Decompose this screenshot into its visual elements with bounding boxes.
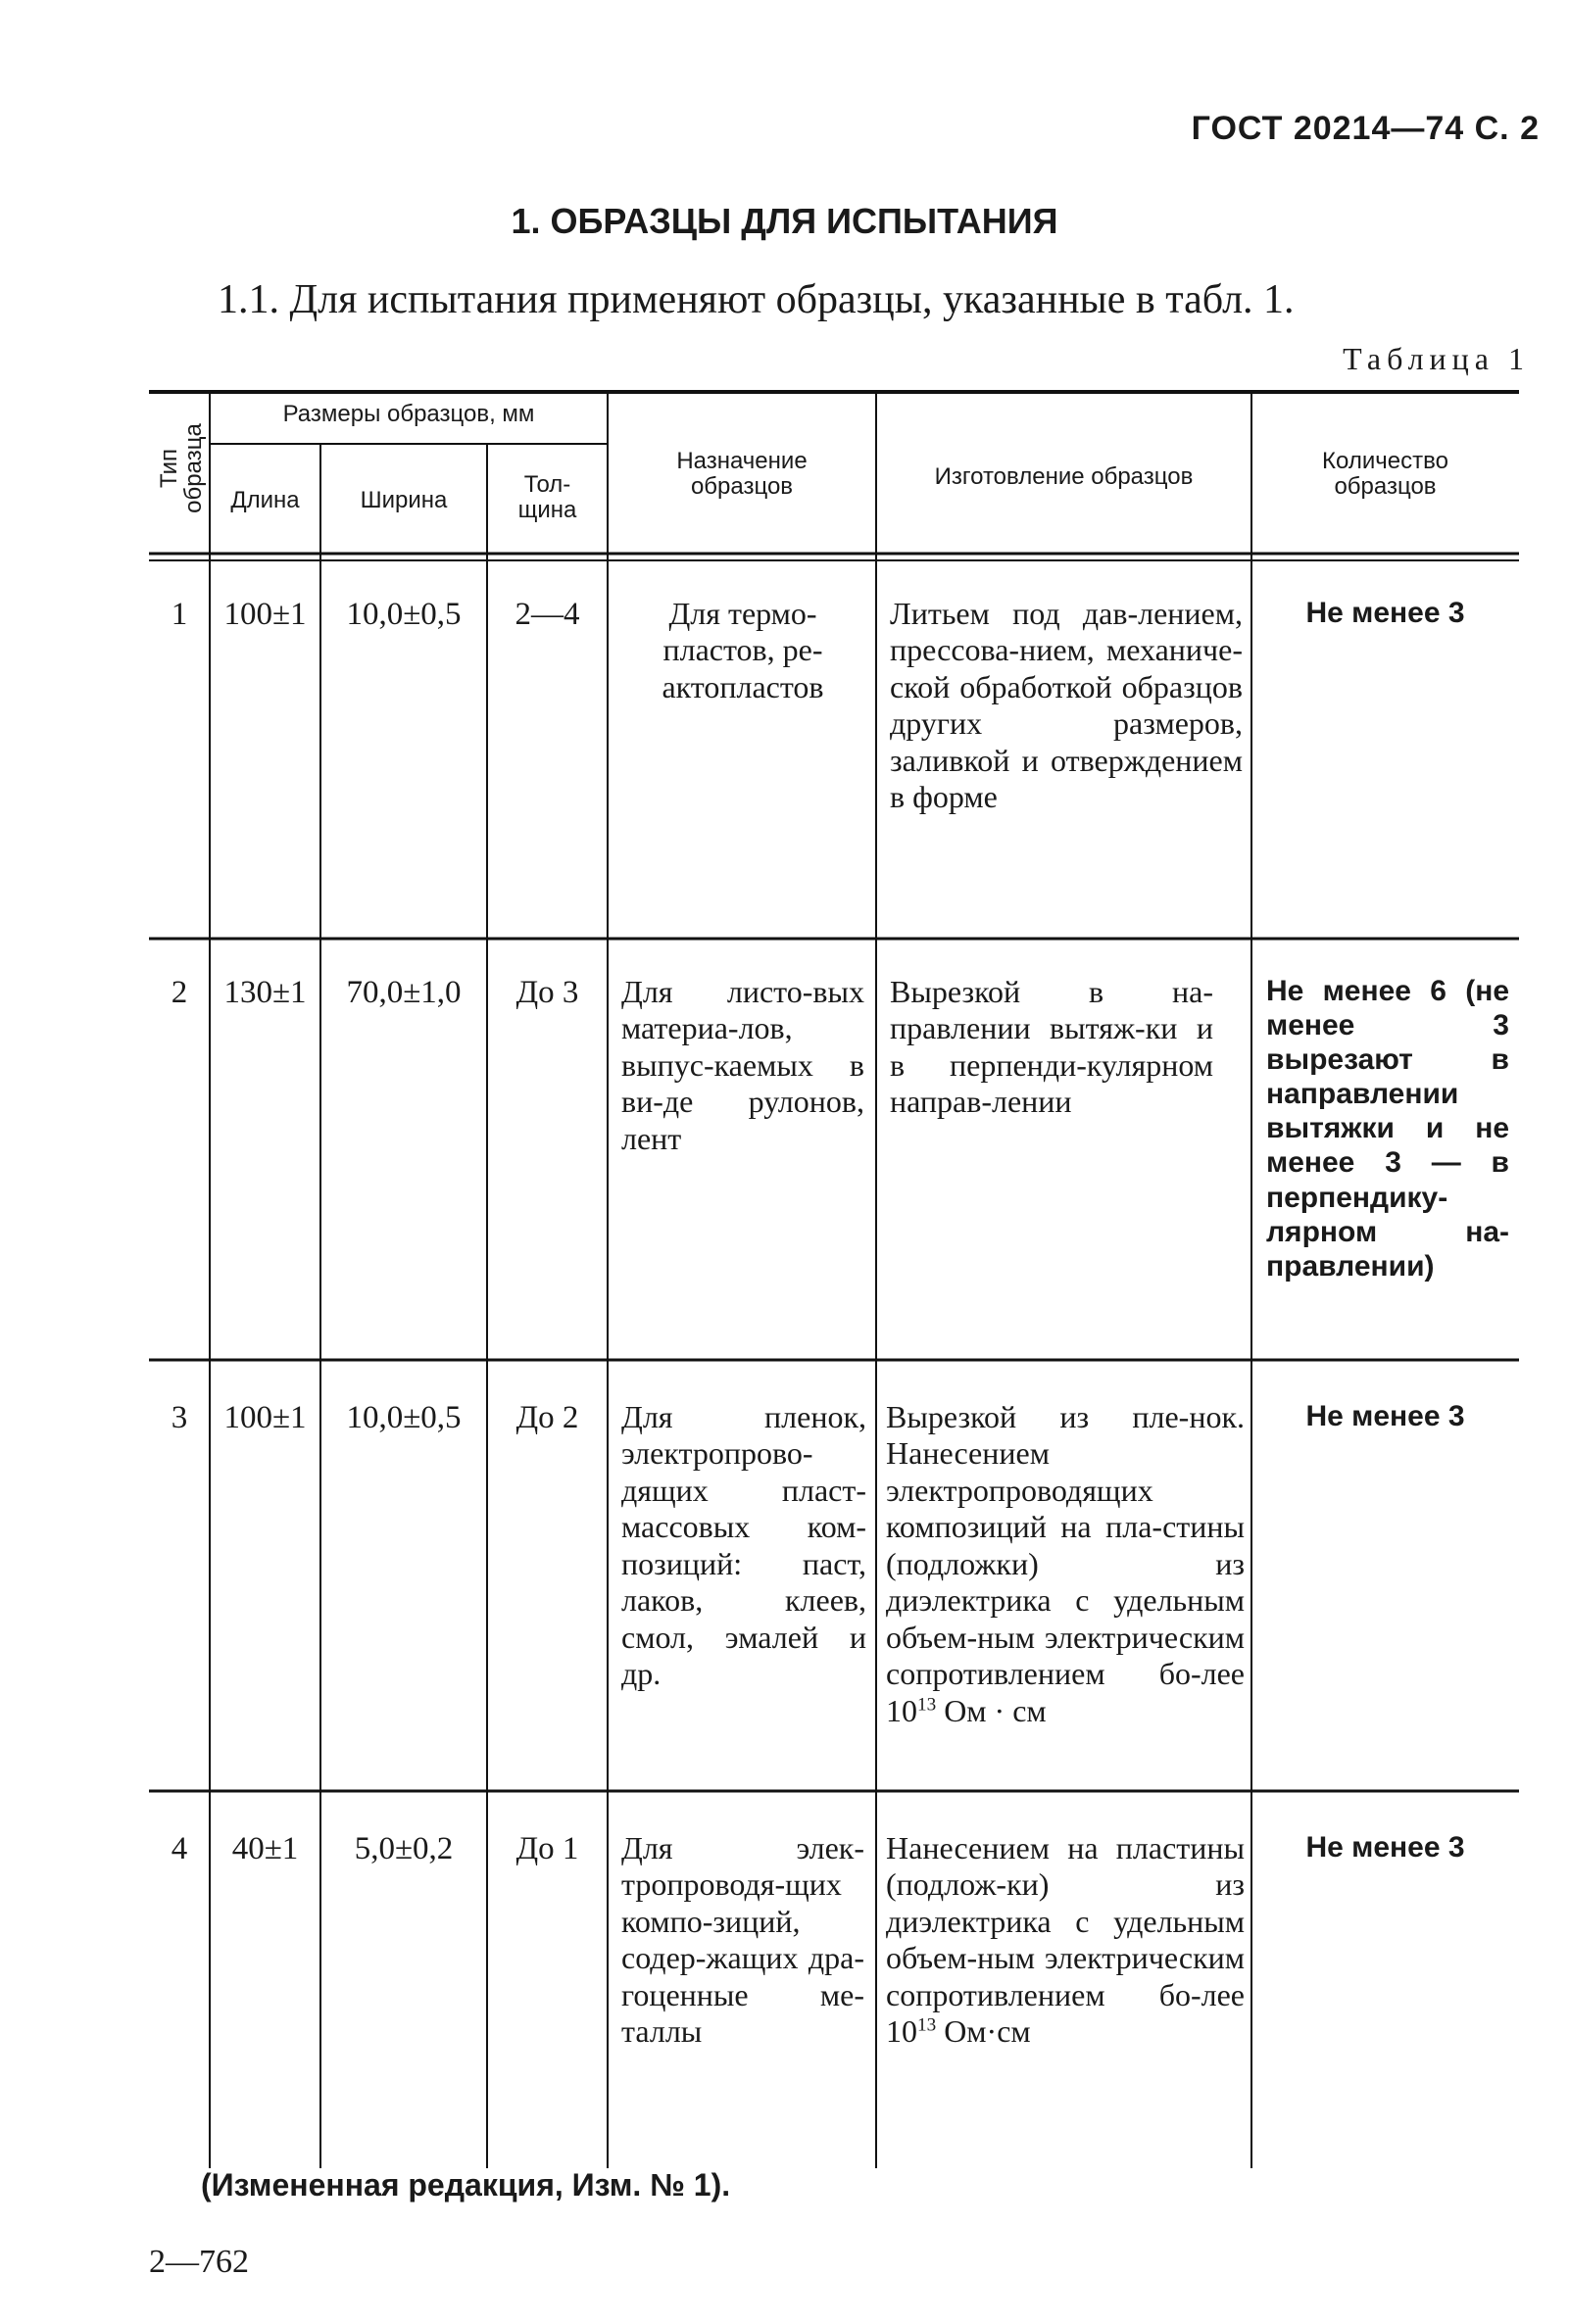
row1-purpose: Для термо- пластов, ре- актопластов xyxy=(662,596,824,704)
row3-quantity: Не менее 3 xyxy=(1305,1400,1465,1432)
row1-manufacture: Литьем под дав-лением, прессова-нием, механиче-ской обработкой образцов других размеров, заливкой и отверждением в форме xyxy=(890,596,1243,815)
row4-manufacture-text: Нанесением на пластины (подлож-ки) из диэлектрика с удельным объем-ным электрическим сопротивлением бо-лее xyxy=(886,1830,1245,2012)
row1-type: 1 xyxy=(171,597,188,632)
page-code: 2—762 xyxy=(149,2244,249,2280)
table-caption: Таблица 1 xyxy=(1343,341,1530,376)
row1-thickness: 2—4 xyxy=(515,597,580,632)
row4-thickness: До 1 xyxy=(515,1831,579,1866)
row4-length: 40±1 xyxy=(231,1831,299,1866)
row1-length: 100±1 xyxy=(223,597,307,632)
header-purpose: Назначение образцов xyxy=(676,448,808,501)
row4-type: 4 xyxy=(171,1831,188,1866)
row3-unit: Ом · см xyxy=(944,1692,1047,1728)
row3-manufacture xyxy=(886,1399,1245,1729)
intro-paragraph: 1.1. Для испытания применяют образцы, указанные в табл. 1. xyxy=(218,277,1295,322)
row3-width: 10,0±0,5 xyxy=(346,1400,462,1435)
row4-manufacture xyxy=(886,1830,1245,2051)
standard-header: ГОСТ 20214—74 С. 2 xyxy=(1191,110,1540,147)
row3-length: 100±1 xyxy=(223,1400,307,1435)
row2-manufacture: Вырезкой в на-правлении вытяж-ки и в перпенди-кулярном направ-лении xyxy=(890,974,1213,1120)
header-type: Тип образца xyxy=(156,423,208,513)
row2-thickness: До 3 xyxy=(515,975,579,1010)
row2-length: 130±1 xyxy=(223,975,307,1010)
row1-quantity: Не менее 3 xyxy=(1305,597,1465,629)
section-title: 1. ОБРАЗЦЫ ДЛЯ ИСПЫТАНИЯ xyxy=(511,201,1058,241)
row3-exponent-base: 10 xyxy=(886,1692,917,1728)
row2-width: 70,0±1,0 xyxy=(346,975,462,1010)
row1-width: 10,0±0,5 xyxy=(346,597,462,632)
header-width: Ширина xyxy=(360,487,448,513)
row4-unit: Ом·см xyxy=(944,2013,1031,2050)
header-dimensions: Размеры образцов, мм xyxy=(282,401,535,427)
amendment-note: (Измененная редакция, Изм. № 1). xyxy=(201,2167,731,2203)
row3-exponent: 13 xyxy=(917,1693,937,1715)
row3-manufacture-text: Вырезкой из пле-нок. Нанесением электропроводящих композиций на пла-стины (подложки) из диэлектрика с удельным объем-ным электрическим сопротивлением бо-лее xyxy=(886,1399,1245,1692)
row3-type: 3 xyxy=(171,1400,188,1435)
row4-width: 5,0±0,2 xyxy=(354,1831,454,1866)
header-manufacture: Изготовление образцов xyxy=(934,463,1194,490)
row4-exponent-base: 10 xyxy=(886,2013,917,2050)
header-length: Длина xyxy=(230,487,300,513)
row4-exponent: 13 xyxy=(917,2014,937,2036)
header-quantity: Количество образцов xyxy=(1322,448,1448,501)
row2-type: 2 xyxy=(171,975,188,1010)
row3-thickness: До 2 xyxy=(515,1400,579,1435)
header-thickness: Тол- щина xyxy=(517,471,577,524)
row3-purpose: Для пленок, электропрово-дящих пласт-массовых ком-позиций: паст, лаков, клеев, смол, эмалей и др. xyxy=(621,1399,866,1692)
row4-quantity: Не менее 3 xyxy=(1305,1831,1465,1864)
specimen-table xyxy=(149,390,1519,2173)
row4-purpose: Для элек-тропроводя-щих компо-зиций, содер-жащих дра-гоценные ме-таллы xyxy=(621,1830,864,2050)
row2-purpose: Для листо-вых материа-лов, выпус-каемых в ви-де рулонов, лент xyxy=(621,974,864,1156)
row2-quantity: Не менее 6 (не менее 3 вырезают в направлении вытяжки и не менее 3 — в перпендику-лярном на-правлении) xyxy=(1266,975,1509,1283)
